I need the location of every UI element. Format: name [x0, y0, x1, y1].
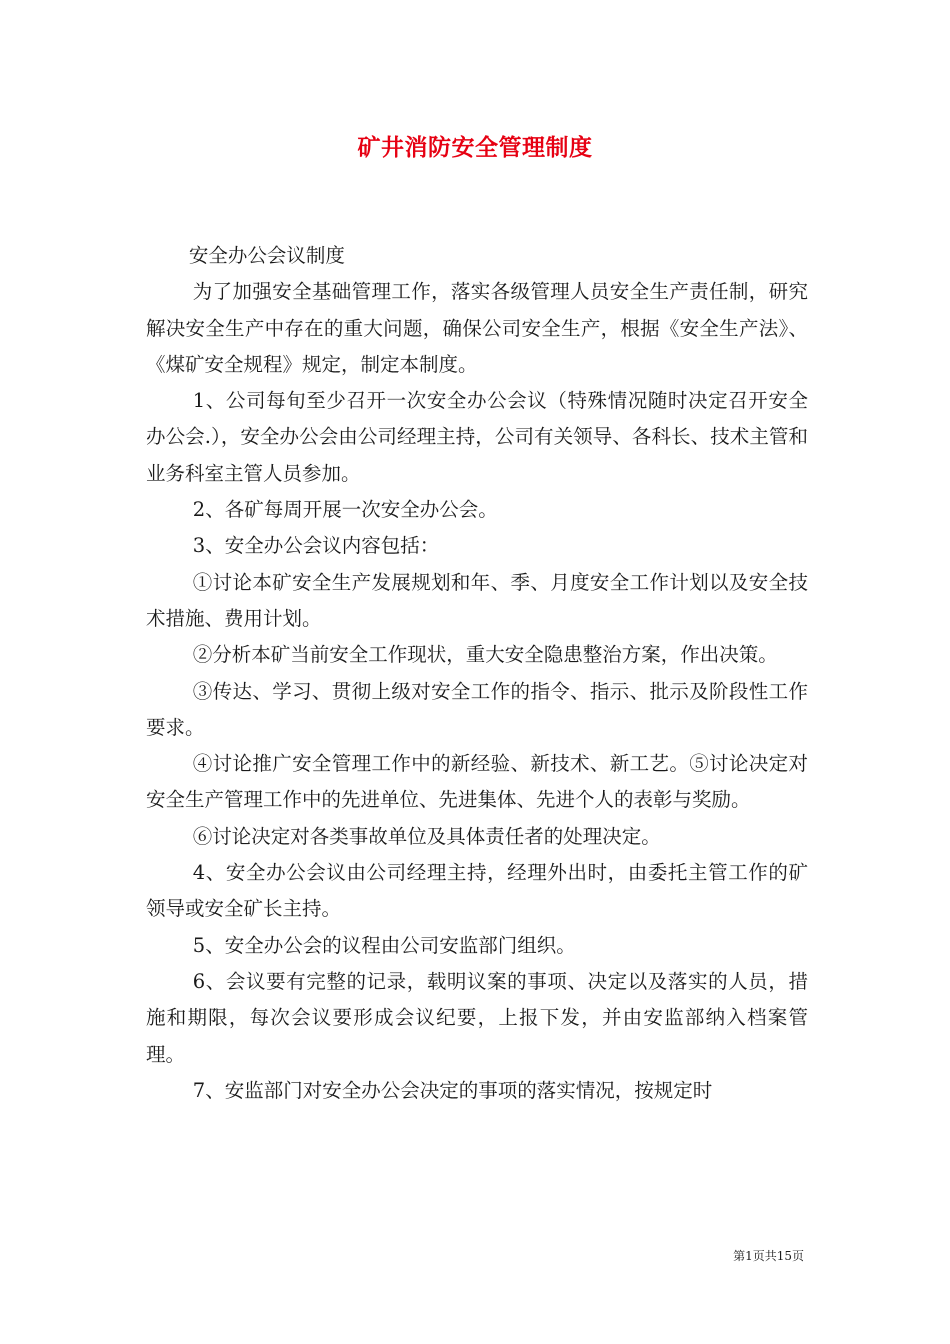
paragraph-item-4: 4、安全办公会议由公司经理主持，经理外出时，由委托主管工作的矿领导或安全矿长主持。: [146, 861, 808, 921]
paragraph-item-2: 2、各矿每周开展一次安全办公会。: [192, 498, 498, 522]
paragraph-sub-6: ⑥讨论决定对各类事故单位及具体责任者的处理决定。: [192, 824, 661, 848]
section-heading: 安全办公会议制度: [188, 244, 345, 267]
paragraph-sub-1: ①讨论本矿安全生产发展规划和年、季、月度安全工作计划以及安全技术措施、费用计划。: [146, 570, 808, 630]
page-number-footer: [733, 1248, 804, 1264]
paragraph-sub-4-5: ④讨论推广安全管理工作中的新经验、新技术、新工艺。⑤讨论决定对安全生产管理工作中的先进单位、先进集体、先进个人的表彰与奖励。: [146, 752, 808, 812]
paragraph-item-5: 5、安全办公会的议程由公司安监部门组织。: [192, 933, 576, 957]
paragraph-sub-3: ③传达、学习、贯彻上级对安全工作的指令、指示、批示及阶段性工作要求。: [146, 679, 808, 739]
document-body: [146, 238, 808, 1109]
paragraph-item-1: 1、公司每旬至少召开一次安全办公会议（特殊情况随时决定召开安全办公会.），安全办公会由公司经理主持，公司有关领导、各科长、技术主管和业务科室主管人员参加。: [146, 389, 808, 485]
paragraph-intro: 为了加强安全基础管理工作，落实各级管理人员安全生产责任制，研究解决安全生产中存在的重大问题，确保公司安全生产，根据《安全生产法》、《煤矿安全规程》规定，制定本制度。: [146, 280, 808, 376]
page-number-label: 第1页共15页: [733, 1249, 804, 1263]
paragraph-item-3: 3、安全办公会议内容包括：: [192, 534, 440, 558]
paragraph-item-7: 7、安监部门对安全办公会决定的事项的落实情况，按规定时: [192, 1078, 713, 1102]
paragraph-sub-2: ②分析本矿当前安全工作现状，重大安全隐患整治方案，作出决策。: [192, 643, 778, 667]
document-title: 矿井消防安全管理制度: [357, 134, 593, 161]
paragraph-item-6: 6、会议要有完整的记录，载明议案的事项、决定以及落实的人员，措施和期限，每次会议要形成会议纪要，上报下发，并由安监部纳入档案管理。: [146, 969, 808, 1066]
